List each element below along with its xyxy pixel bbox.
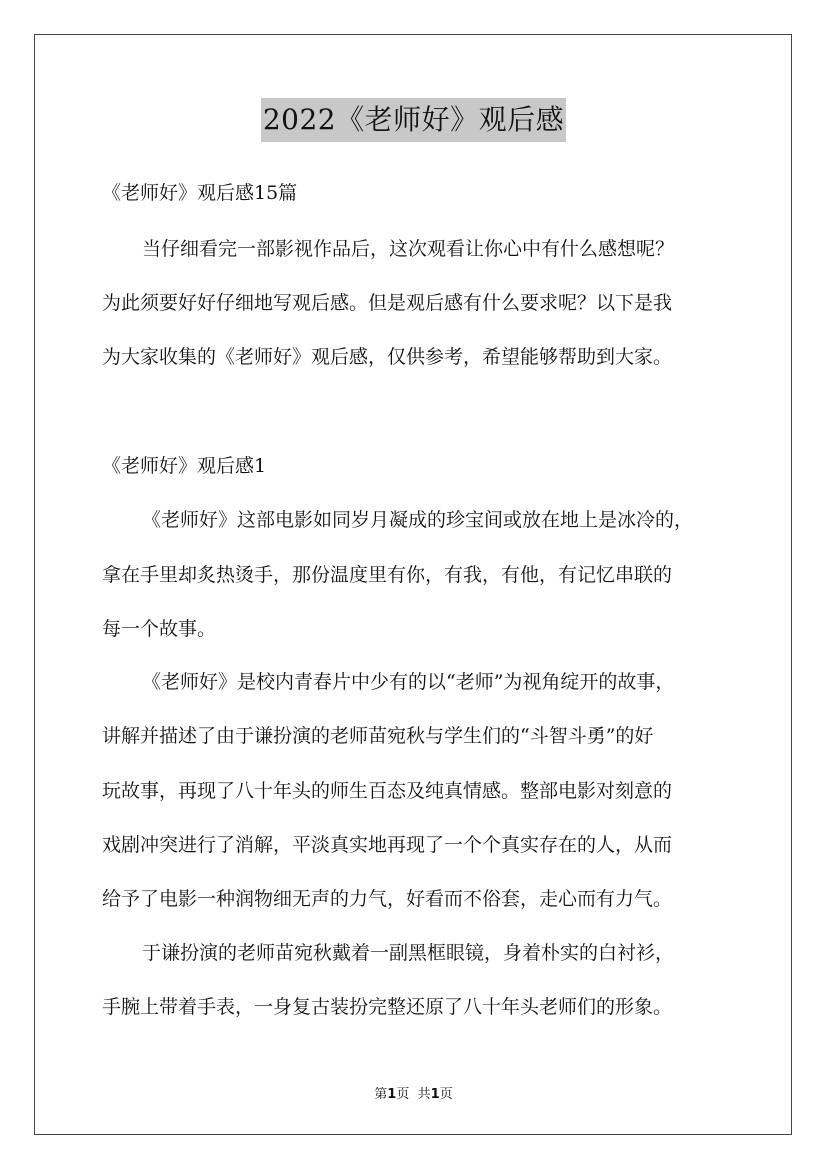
para3-line-1: 于谦扮演的老师苗宛秋戴着一副黑框眼镜，身着朴实的白衬衫， [142, 942, 675, 964]
para3-line-2: 手腕上带着手表，一身复古装扮完整还原了八十年头老师们的形象。 [102, 996, 673, 1018]
footer-total-prefix: 共 [417, 1087, 431, 1102]
footer-page-suffix: 页 [396, 1087, 410, 1102]
intro-line-2: 为此须要好好仔细地写观后感。但是观后感有什么要求呢？以下是我 [102, 292, 673, 314]
para2-line-2: 讲解并描述了由于谦扮演的老师苗宛秋与学生们的“斗智斗勇”的好 [102, 725, 654, 747]
footer-page-num: 1 [387, 1087, 397, 1102]
intro-line-1: 当仔细看完一部影视作品后，这次观看让你心中有什么感想呢？ [142, 238, 675, 260]
para2-line-5: 给予了电影一种润物细无声的力气，好看而不俗套，走心而有力气。 [102, 888, 673, 910]
para2-line-4: 戏剧冲突进行了消解，平淡真实地再现了一个个真实存在的人，从而 [102, 834, 673, 856]
para2-line-3: 玩故事，再现了八十年头的师生百态及纯真情感。整部电影对刻意的 [102, 780, 673, 802]
footer-total-num: 1 [430, 1087, 440, 1102]
para1-line-1: 《老师好》这部电影如同岁月凝成的珍宝间或放在地上是冰冷的， [142, 509, 694, 531]
document-subtitle: 《老师好》观后感15篇 [102, 182, 298, 204]
intro-line-3: 为大家收集的《老师好》观后感，仅供参考，希望能够帮助到大家。 [102, 346, 673, 368]
document-title: 2022《老师好》观后感 [261, 98, 566, 142]
para1-line-2: 拿在手里却炙热烫手，那份温度里有你，有我，有他，有记忆串联的 [102, 564, 673, 586]
section-heading: 《老师好》观后感1 [102, 455, 267, 477]
para2-line-1: 《老师好》是校内青春片中少有的以“老师”为视角绽开的故事， [142, 671, 675, 693]
para1-line-3: 每一个故事。 [102, 618, 217, 640]
document-title-wrap [0, 98, 827, 142]
footer-page-prefix: 第 [374, 1087, 388, 1102]
footer-total-suffix: 页 [439, 1087, 453, 1102]
page-footer [0, 1083, 827, 1102]
